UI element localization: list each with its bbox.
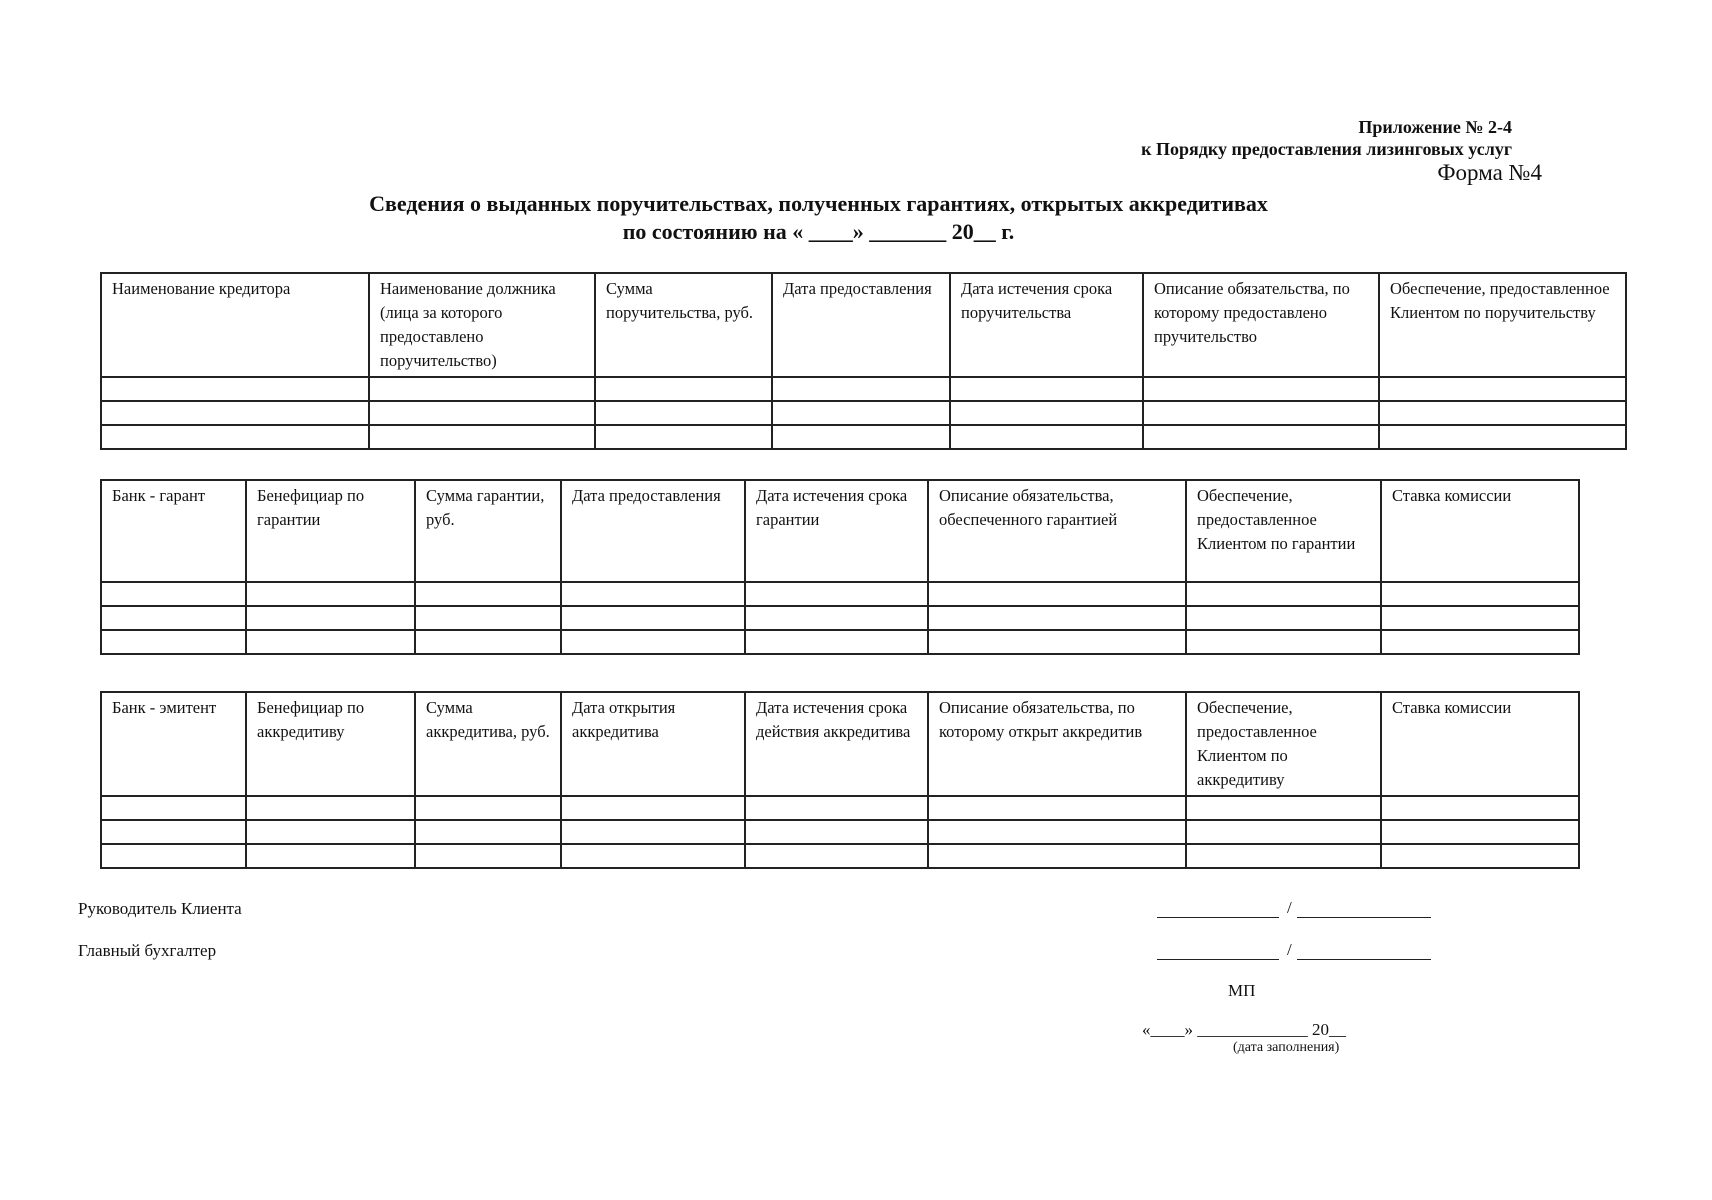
input-cell[interactable] xyxy=(369,401,595,425)
header-cell: Наименование должника (лица за которого предоставлено поручительство) xyxy=(369,273,595,377)
input-cell[interactable] xyxy=(246,606,415,630)
input-cell[interactable] xyxy=(246,820,415,844)
input-cell[interactable] xyxy=(1381,630,1579,654)
input-cell[interactable] xyxy=(745,606,928,630)
head-signature-line[interactable] xyxy=(1157,917,1279,918)
head-name-line[interactable] xyxy=(1297,917,1431,918)
accountant-signature-line[interactable] xyxy=(1157,959,1279,960)
input-cell[interactable] xyxy=(415,606,561,630)
accountant-signature-separator: / xyxy=(1287,940,1292,959)
input-cell[interactable] xyxy=(928,582,1186,606)
header-cell: Обеспечение, предоставленное Клиентом по гарантии xyxy=(1186,480,1381,582)
head-signature-separator: / xyxy=(1287,898,1292,917)
title-line-2: по состоянию на « ____» _______ 20__ г. xyxy=(622,219,1015,244)
input-cell[interactable] xyxy=(1186,796,1381,820)
input-cell[interactable] xyxy=(101,425,369,449)
input-cell[interactable] xyxy=(369,377,595,401)
input-cell[interactable] xyxy=(101,377,369,401)
input-cell[interactable] xyxy=(561,582,745,606)
header-cell: Сумма поручительства, руб. xyxy=(595,273,772,377)
input-cell[interactable] xyxy=(101,796,246,820)
header-cell: Бенефициар по гарантии xyxy=(246,480,415,582)
input-cell[interactable] xyxy=(246,844,415,868)
input-cell[interactable] xyxy=(772,377,950,401)
input-cell[interactable] xyxy=(745,820,928,844)
appendix-header xyxy=(1141,116,1542,185)
table-header-row xyxy=(101,692,1579,796)
fill-date-caption: (дата заполнения) xyxy=(1233,1040,1340,1055)
input-cell[interactable] xyxy=(415,582,561,606)
accountant-name-line[interactable] xyxy=(1297,959,1431,960)
header-cell: Описание обязательства, обеспеченного гарантией xyxy=(928,480,1186,582)
table-row xyxy=(101,820,1579,844)
header-cell: Сумма аккредитива, руб. xyxy=(415,692,561,796)
input-cell[interactable] xyxy=(1143,377,1379,401)
header-cell: Дата истечения срока гарантии xyxy=(745,480,928,582)
accountant-signature-label: Главный бухгалтер xyxy=(78,941,217,960)
header-cell: Сумма гарантии, руб. xyxy=(415,480,561,582)
input-cell[interactable] xyxy=(561,630,745,654)
header-cell: Ставка комиссии xyxy=(1381,480,1579,582)
input-cell[interactable] xyxy=(1186,582,1381,606)
document-title xyxy=(0,190,1712,246)
input-cell[interactable] xyxy=(1381,844,1579,868)
sureties-table xyxy=(100,272,1627,450)
input-cell[interactable] xyxy=(595,377,772,401)
input-cell[interactable] xyxy=(1379,377,1626,401)
table-row xyxy=(101,796,1579,820)
input-cell[interactable] xyxy=(1381,582,1579,606)
table-row xyxy=(101,377,1626,401)
input-cell[interactable] xyxy=(246,796,415,820)
table-row xyxy=(101,630,1579,654)
input-cell[interactable] xyxy=(1379,401,1626,425)
title-line-1: Сведения о выданных поручительствах, полученных гарантиях, открытых аккредитивах xyxy=(369,191,1268,216)
header-cell: Описание обязательства, по которому предоставлено пручительство xyxy=(1143,273,1379,377)
input-cell[interactable] xyxy=(1186,606,1381,630)
input-cell[interactable] xyxy=(415,630,561,654)
header-cell: Дата предоставления xyxy=(772,273,950,377)
input-cell[interactable] xyxy=(745,796,928,820)
form-number: Форма №4 xyxy=(1437,160,1542,185)
input-cell[interactable] xyxy=(1186,844,1381,868)
input-cell[interactable] xyxy=(745,582,928,606)
input-cell[interactable] xyxy=(1379,425,1626,449)
table-row xyxy=(101,844,1579,868)
header-cell: Бенефициар по аккредитиву xyxy=(246,692,415,796)
input-cell[interactable] xyxy=(561,820,745,844)
guarantees-table xyxy=(100,479,1580,655)
table-header-row xyxy=(101,273,1626,377)
header-cell: Дата предоставления xyxy=(561,480,745,582)
table-row xyxy=(101,425,1626,449)
header-cell: Дата открытия аккредитива xyxy=(561,692,745,796)
header-cell: Обеспечение, предоставленное Клиентом по поручительству xyxy=(1379,273,1626,377)
letters-of-credit-table xyxy=(100,691,1580,869)
header-cell: Наименование кредитора xyxy=(101,273,369,377)
appendix-reference: к Порядку предоставления лизинговых услуг xyxy=(1141,139,1512,159)
input-cell[interactable] xyxy=(1143,425,1379,449)
input-cell[interactable] xyxy=(1143,401,1379,425)
table-row xyxy=(101,606,1579,630)
header-cell: Обеспечение, предоставленное Клиентом по аккредитиву xyxy=(1186,692,1381,796)
input-cell[interactable] xyxy=(928,844,1186,868)
header-cell: Банк - эмитент xyxy=(101,692,246,796)
input-cell[interactable] xyxy=(1381,820,1579,844)
input-cell[interactable] xyxy=(101,630,246,654)
input-cell[interactable] xyxy=(745,844,928,868)
input-cell[interactable] xyxy=(246,630,415,654)
appendix-number: Приложение № 2-4 xyxy=(1358,117,1512,137)
input-cell[interactable] xyxy=(928,630,1186,654)
input-cell[interactable] xyxy=(928,820,1186,844)
header-cell: Дата истечения срока поручительства xyxy=(950,273,1143,377)
input-cell[interactable] xyxy=(950,377,1143,401)
input-cell[interactable] xyxy=(1381,796,1579,820)
input-cell[interactable] xyxy=(595,425,772,449)
input-cell[interactable] xyxy=(772,425,950,449)
input-cell[interactable] xyxy=(1381,606,1579,630)
input-cell[interactable] xyxy=(369,425,595,449)
input-cell[interactable] xyxy=(415,796,561,820)
table-row xyxy=(101,582,1579,606)
input-cell[interactable] xyxy=(595,401,772,425)
stamp-placeholder: МП xyxy=(1228,981,1256,1000)
input-cell[interactable] xyxy=(745,630,928,654)
input-cell[interactable] xyxy=(101,606,246,630)
header-cell: Ставка комиссии xyxy=(1381,692,1579,796)
input-cell[interactable] xyxy=(928,796,1186,820)
input-cell[interactable] xyxy=(1186,630,1381,654)
input-cell[interactable] xyxy=(101,401,369,425)
input-cell[interactable] xyxy=(101,820,246,844)
input-cell[interactable] xyxy=(101,582,246,606)
input-cell[interactable] xyxy=(561,844,745,868)
input-cell[interactable] xyxy=(415,844,561,868)
input-cell[interactable] xyxy=(950,425,1143,449)
fill-date-line[interactable]: «____» _____________ 20__ xyxy=(1142,1020,1346,1039)
header-cell: Банк - гарант xyxy=(101,480,246,582)
input-cell[interactable] xyxy=(950,401,1143,425)
input-cell[interactable] xyxy=(101,844,246,868)
input-cell[interactable] xyxy=(246,582,415,606)
input-cell[interactable] xyxy=(772,401,950,425)
table-row xyxy=(101,401,1626,425)
header-cell: Описание обязательства, по которому открыт аккредитив xyxy=(928,692,1186,796)
input-cell[interactable] xyxy=(561,796,745,820)
input-cell[interactable] xyxy=(561,606,745,630)
input-cell[interactable] xyxy=(1186,820,1381,844)
input-cell[interactable] xyxy=(928,606,1186,630)
table-header-row xyxy=(101,480,1579,582)
input-cell[interactable] xyxy=(415,820,561,844)
header-cell: Дата истечения срока действия аккредитива xyxy=(745,692,928,796)
head-signature-label: Руководитель Клиента xyxy=(78,899,242,918)
